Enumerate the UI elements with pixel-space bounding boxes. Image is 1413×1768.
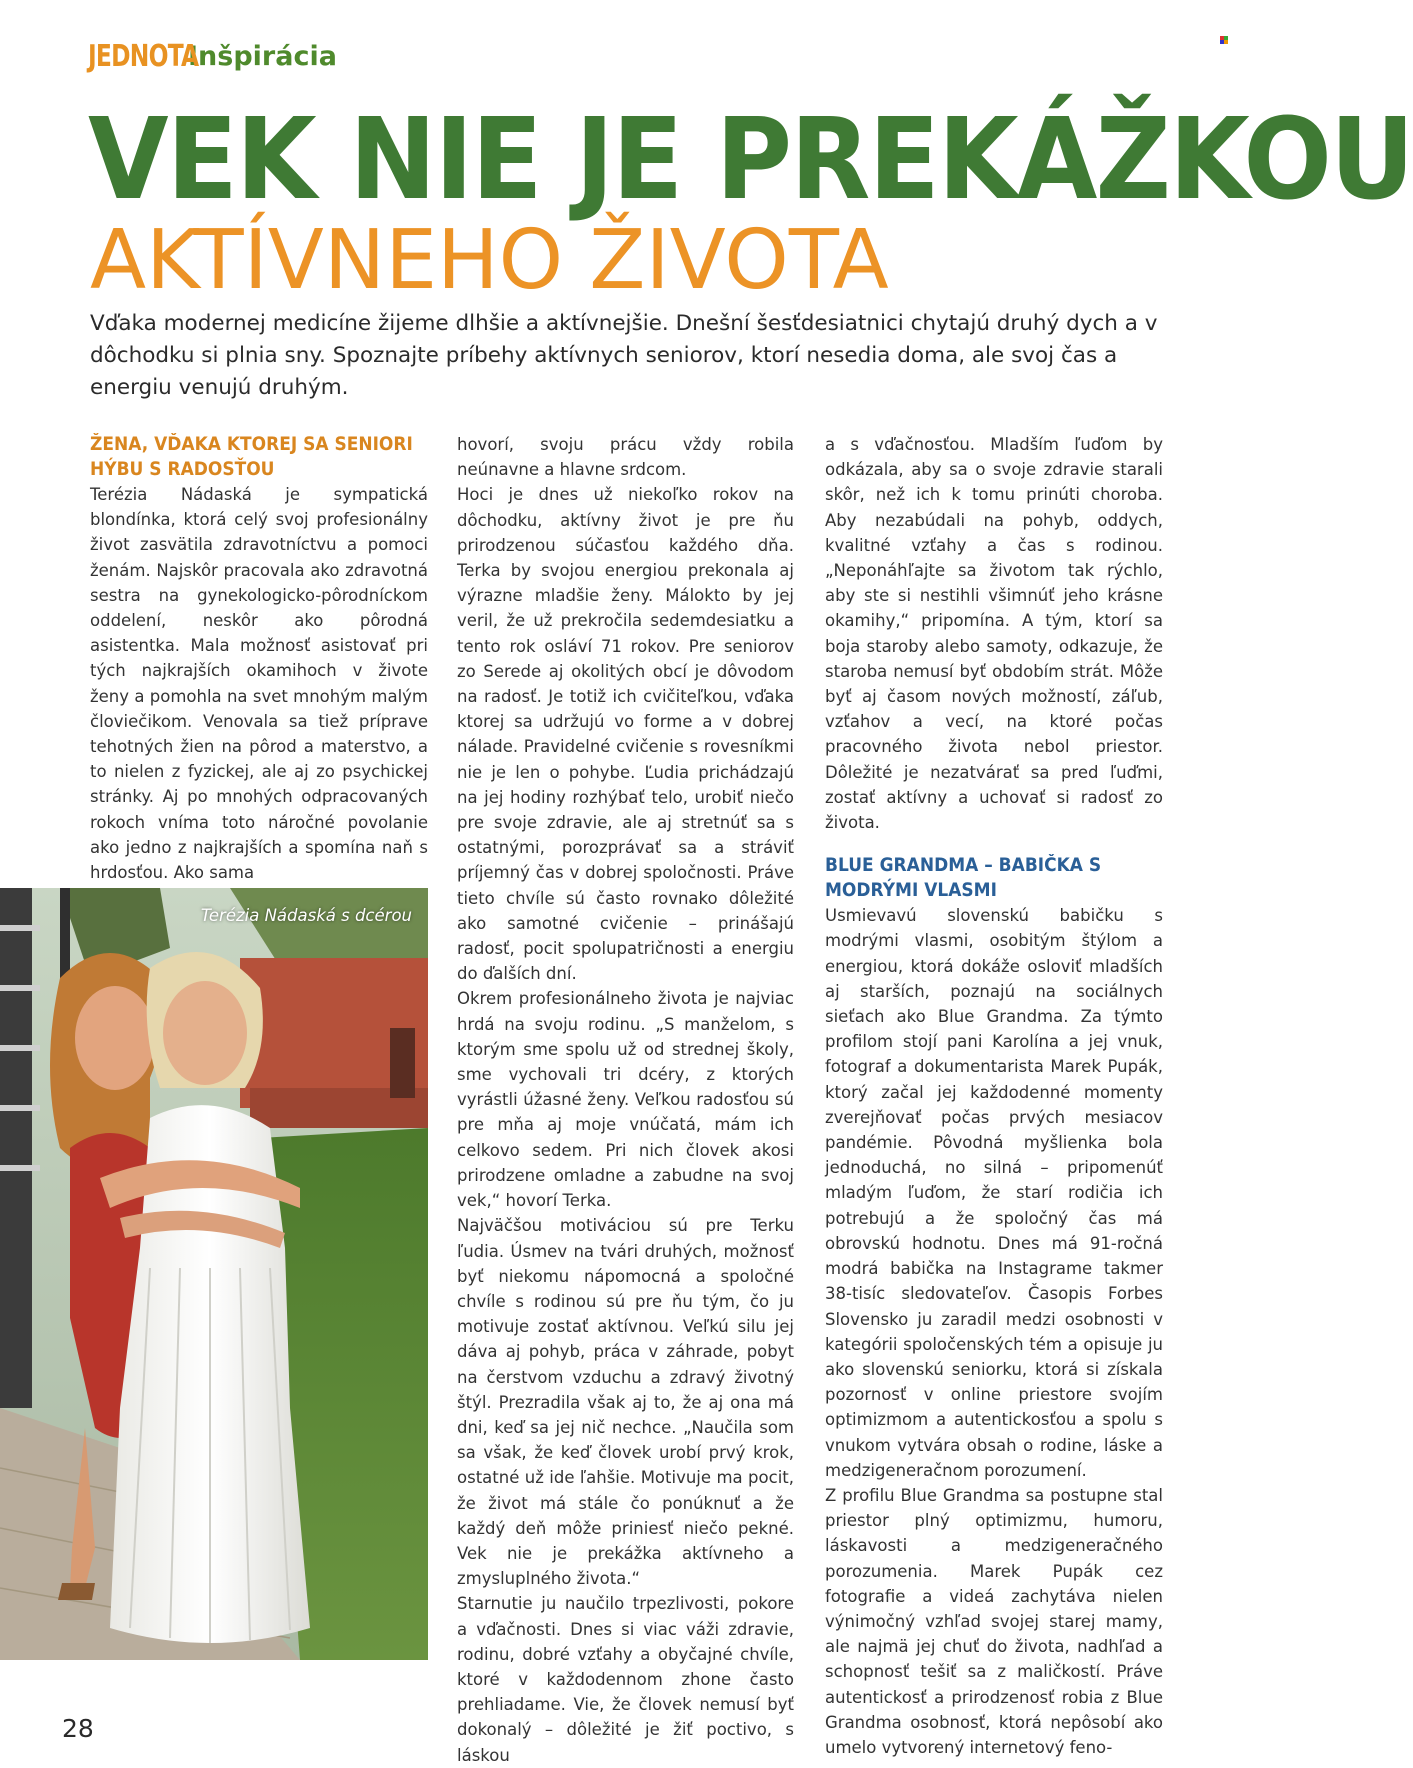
col3-paragraph-1: a s vďačnosťou. Mladším ľuďom by odkázala, aby sa o svoje zdravie starali skôr, než ich k tomu prinúti choroba. Aby nezabúdali na pohyb, oddych, kvalitné vzťahy a čas s rodinou. „Neponáhľajte sa životom tak rýchlo, aby ste si nestihli všimnúť jeho krásne okamihy,“ pripomína. A tým, ktorí sa boja staroby alebo samoty, odkazuje, že staroba nemusí byť obdobím strát. Môže byť aj časom nových možností, záľub, vzťahov a vecí, na ktoré počas pracovného života nebol priestor. Dôležité je nezatvárať sa pred ľuďmi, zostať aktívny a uchovať si radosť zo života.	[825, 435, 1163, 833]
column-1	[90, 432, 428, 885]
title-line-2: AKTÍVNEHO ŽIVOTA	[90, 213, 889, 308]
section1-heading: ŽENA, VĎAKA KTOREJ SA SENIORI HÝBU S RADOSŤOU	[90, 434, 413, 480]
col3-paragraph-3: Z profilu Blue Grandma sa postupne stal priestor plný optimizmu, humoru, láskavosti a medzigeneračného porozumenia. Marek Pupák cez fotografie a videá zachytáva nielen výnimočný vzhľad svojej starej mamy, ale najmä jej chuť do života, nadhľad a schopnosť tešiť sa z maličkostí. Práve autentickosť a prirodzenosť robia z Blue Grandma osobnosť, ktorá nepôsobí ako umelo vytvorený internetový feno-	[825, 1485, 1163, 1757]
section2-heading: BLUE GRANDMA – BABIČKA S MODRÝMI VLASMI	[825, 855, 1102, 902]
lead-paragraph: Vďaka modernej medicíne žijeme dlhšie a aktívnejšie. Dnešní šesťdesiatnici chytajú druhý dych a v dôchodku si plnia sny. Spoznajte príbehy aktívnych seniorov, ktorí nesedia doma, ale svoj čas a energiu venujú druhým.	[90, 311, 1158, 400]
column-3	[825, 432, 1163, 1760]
corner-mark-icon	[1220, 36, 1228, 44]
page-header	[88, 36, 337, 76]
brand-logo: JEDNOTA	[88, 38, 199, 74]
col2-paragraph-5: Starnutie ju naučilo trpezlivosti, pokore a vďačnosti. Dnes si viac váži zdravie, rodinu, dobré vzťahy a obyčajné chvíle, ktoré v každodennom zhone často prehliadame. Vie, že človek nemusí byť dokonalý – dôležité je žiť poctivo, s láskou	[457, 1594, 794, 1765]
col3-paragraph-2: Usmievavú slovenskú babičku s modrými vlasmi, osobitým štýlom a energiou, ktorá dokáže osloviť mladších aj starších, poznajú na sociálnych sieťach ako Blue Grandma. Za týmto profilom stojí pani Karolína a jej vnuk, fotograf a dokumentarista Marek Pupák, ktorý začal jej každodenné momenty zverejňovať počas prvých mesiacov pandémie. Pôvodná myšlienka bola jednoduchá, no silná – pripomenúť mladým ľuďom, že starí rodičia ich potrebujú a že spoločný čas má obrovskú hodnotu. Dnes má 91-ročná modrá babička na Instagrame takmer 38-tisíc sledovateľov. Časopis Forbes Slovensko ju zaradil medzi osobnosti v kategórii spoločenských tém a opisuje ju ako slovenskú seniorku, ktorá si získala pozornosť v online priestore svojím optimizmom a autentickosťou a spolu s vnukom vytvára obsah o rodine, láske a medzigeneračnom porozumení.	[825, 906, 1163, 1480]
page-number: 28	[62, 1714, 94, 1743]
photo-caption: Terézia Nádaská s dcérou	[200, 906, 412, 925]
col2-paragraph-4: Najväčšou motiváciou sú pre Terku ľudia. Úsmev na tvári druhých, možnosť byť niekomu nápomocná a spoločné chvíle s rodinou sú pre ňu tým, čo ju motivuje zostať aktívnou. Veľkú silu jej dáva aj pohyb, práca v záhrade, pobyt na čerstvom vzduchu a zdravý životný štýl. Prezradila však aj to, že aj ona má dni, keď sa jej nič nechce. „Naučila som sa však, že keď človek urobí prvý krok, ostatné už ide ľahšie. Motivuje ma pocit, že život má stále čo ponúknuť a že každý deň môže priniesť niečo pekné. Vek nie je prekážka aktívneho a zmysluplného života.“	[457, 1216, 794, 1589]
col1-paragraph: Terézia Nádaská je sympatická blondínka, ktorá celý svoj profesionálny život zasvätila zdravotníctvu a pomoci ženám. Najskôr pracovala ako zdravotná sestra na gynekologicko-pôrodníckom oddelení, neskôr ako pôrodná asistentka. Mala možnosť asistovať pri tých najkrajších okamihoch v živote ženy a pomohla na svet mnohým malým človiečikom. Venovala sa tiež príprave tehotných žien na pôrod a materstvo, a to nielen z fyzickej, ale aj zo psychickej stránky. Aj po mnohých odpracovaných rokoch vníma toto náročné povolanie ako jedno z najkrajších a spomína naň s hrdosťou. Ako sama	[90, 485, 428, 883]
col2-paragraph-1: hovorí, svoju prácu vždy robila neúnavne a hlavne srdcom.	[457, 435, 794, 480]
photo-illustration	[0, 888, 428, 1660]
col2-paragraph-2: Hoci je dnes už niekoľko rokov na dôchodku, aktívny život je pre ňu prirodzenou súčasťou každého dňa. Terka by svojou energiou prekonala aj výrazne mladšie ženy. Málokto by jej veril, že už prekročila sedemdesiatku a tento rok osláví 71 rokov. Pre seniorov zo Serede aj okolitých obcí je dôvodom na radosť. Je totiž ich cvičiteľkou, vďaka ktorej sa udržujú vo forme a v dobrej nálade. Pravidelné cvičenie s rovesníkmi nie je len o pohybe. Ľudia prichádzajú na jej hodiny rozhýbať telo, urobiť niečo pre svoje zdravie, ale aj stretnúť sa s ostatnými, porozprávať sa a stráviť príjemný čas v dobrej spoločnosti. Práve tieto chvíle sú často rovnako dôležité ako samotné cvičenie – prinášajú radosť, pocit spolupatričnosti a energiu do ďalších dní.	[457, 485, 794, 984]
title-line-1: VEK NIE JE PREKÁŽKOU	[88, 95, 1413, 225]
column-2	[457, 432, 794, 1768]
section-label: Inšpirácia	[188, 40, 337, 72]
col2-paragraph-3: Okrem profesionálneho života je najviac hrdá na svoju rodinu. „S manželom, s ktorým sme spolu už od strednej školy, sme vychovali tri dcéry, z ktorých vyrástli úžasné ženy. Veľkou radosťou sú pre mňa aj moje vnúčatá, mám ich celkovo sedem. Pri nich človek akosi prirodzene omladne a zabudne na svoj vek,“ hovorí Terka.	[457, 989, 794, 1211]
photo-terezia-with-daughter	[0, 888, 428, 1660]
